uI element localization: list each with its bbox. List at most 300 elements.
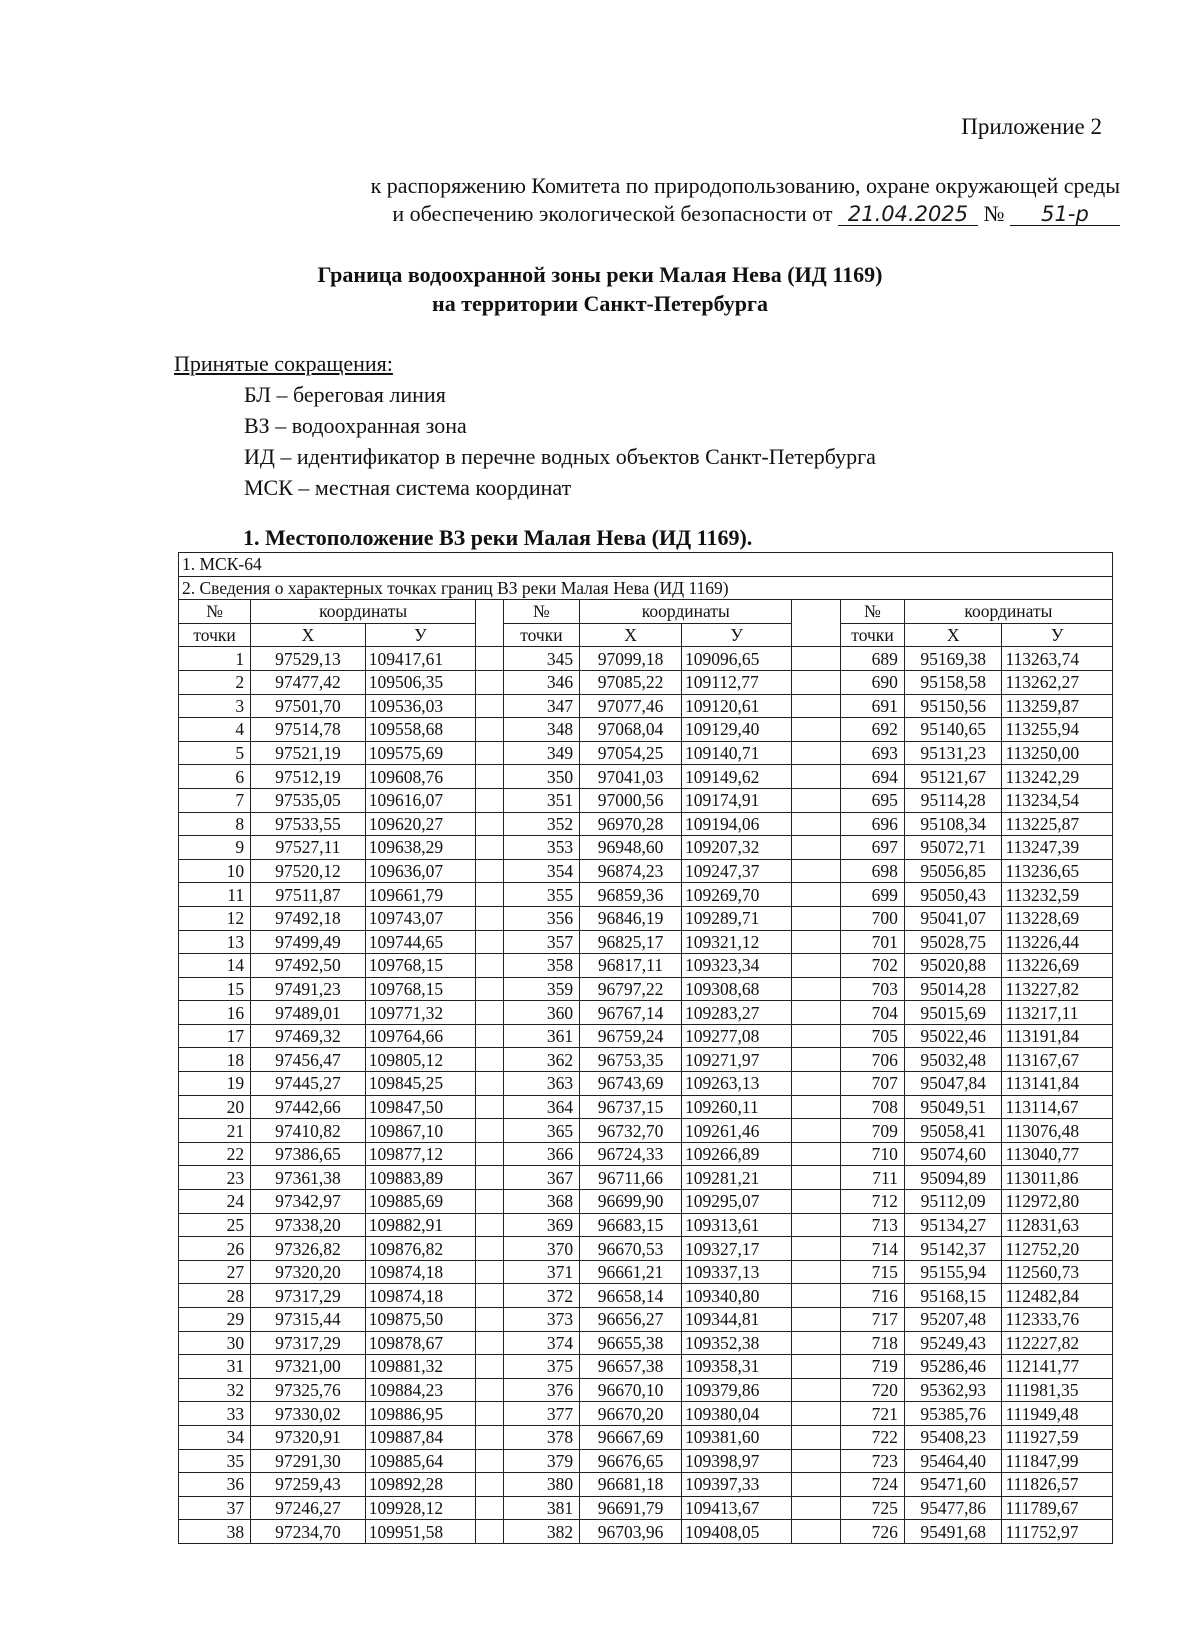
point-number-cell: 8	[179, 812, 251, 836]
y-coordinate-cell: 109380,04	[681, 1402, 791, 1426]
point-number-cell: 358	[503, 954, 579, 978]
point-number-cell: 698	[841, 859, 905, 883]
point-number-cell: 31	[179, 1355, 251, 1379]
table-row	[179, 1237, 1113, 1261]
abbreviations-block	[174, 348, 876, 503]
header-y: У	[365, 623, 475, 647]
table-row	[179, 1213, 1113, 1237]
y-coordinate-cell: 109120,61	[681, 694, 791, 718]
y-coordinate-cell: 113191,84	[1002, 1024, 1113, 1048]
column-gap	[792, 1072, 841, 1096]
order-line-1: к распоряжению Комитета по природопользованию, охране окружающей среды	[370, 173, 1120, 198]
x-coordinate-cell: 97521,19	[251, 741, 366, 765]
header-no: №	[179, 600, 251, 624]
x-coordinate-cell: 95056,85	[904, 859, 1002, 883]
y-coordinate-cell: 109281,21	[681, 1166, 791, 1190]
y-coordinate-cell: 109877,12	[365, 1142, 475, 1166]
point-number-cell: 371	[503, 1260, 579, 1284]
y-coordinate-cell: 111826,57	[1002, 1473, 1113, 1497]
point-number-cell: 714	[841, 1237, 905, 1261]
header-coords: координаты	[904, 600, 1112, 624]
column-gap	[792, 1378, 841, 1402]
point-number-cell: 34	[179, 1425, 251, 1449]
table-row	[179, 1496, 1113, 1520]
x-coordinate-cell: 95047,84	[904, 1072, 1002, 1096]
point-number-cell: 369	[503, 1213, 579, 1237]
y-coordinate-cell: 109323,34	[681, 954, 791, 978]
x-coordinate-cell: 96658,14	[580, 1284, 682, 1308]
x-coordinate-cell: 96846,19	[580, 906, 682, 930]
point-number-cell: 382	[503, 1520, 579, 1544]
column-gap	[476, 1095, 504, 1119]
point-number-cell: 352	[503, 812, 579, 836]
column-gap	[792, 906, 841, 930]
header-point: точки	[841, 623, 905, 647]
x-coordinate-cell: 96676,65	[580, 1449, 682, 1473]
y-coordinate-cell: 109764,66	[365, 1024, 475, 1048]
point-number-cell: 349	[503, 741, 579, 765]
x-coordinate-cell: 97326,82	[251, 1237, 366, 1261]
x-coordinate-cell: 97445,27	[251, 1072, 366, 1096]
x-coordinate-cell: 95094,89	[904, 1166, 1002, 1190]
column-gap	[476, 718, 504, 742]
y-coordinate-cell: 113011,86	[1002, 1166, 1113, 1190]
point-number-cell: 16	[179, 1001, 251, 1025]
y-coordinate-cell: 109381,60	[681, 1425, 791, 1449]
point-number-cell: 357	[503, 930, 579, 954]
coordinates-table-body	[179, 647, 1113, 1544]
y-coordinate-cell: 109112,77	[681, 670, 791, 694]
y-coordinate-cell: 109277,08	[681, 1024, 791, 1048]
table-row	[179, 1402, 1113, 1426]
point-number-cell: 18	[179, 1048, 251, 1072]
x-coordinate-cell: 96670,53	[580, 1237, 682, 1261]
x-coordinate-cell: 97469,32	[251, 1024, 366, 1048]
y-coordinate-cell: 109620,27	[365, 812, 475, 836]
point-number-cell: 363	[503, 1072, 579, 1096]
point-number-cell: 9	[179, 836, 251, 860]
y-coordinate-cell: 109269,70	[681, 883, 791, 907]
point-number-cell: 26	[179, 1237, 251, 1261]
x-coordinate-cell: 97492,18	[251, 906, 366, 930]
point-number-cell: 5	[179, 741, 251, 765]
column-gap	[792, 1473, 841, 1497]
y-coordinate-cell: 109506,35	[365, 670, 475, 694]
point-number-cell: 690	[841, 670, 905, 694]
x-coordinate-cell: 97511,87	[251, 883, 366, 907]
y-coordinate-cell: 109266,89	[681, 1142, 791, 1166]
x-coordinate-cell: 95114,28	[904, 788, 1002, 812]
point-number-cell: 376	[503, 1378, 579, 1402]
y-coordinate-cell: 111847,99	[1002, 1449, 1113, 1473]
point-number-cell: 15	[179, 977, 251, 1001]
y-coordinate-cell: 109881,32	[365, 1355, 475, 1379]
column-gap	[792, 600, 841, 647]
point-number-cell: 709	[841, 1119, 905, 1143]
table-row	[179, 1520, 1113, 1544]
x-coordinate-cell: 95020,88	[904, 954, 1002, 978]
x-coordinate-cell: 96667,69	[580, 1425, 682, 1449]
x-coordinate-cell: 95032,48	[904, 1048, 1002, 1072]
x-coordinate-cell: 95155,94	[904, 1260, 1002, 1284]
column-gap	[476, 1378, 504, 1402]
point-number-cell: 718	[841, 1331, 905, 1355]
point-number-cell: 347	[503, 694, 579, 718]
point-number-cell: 708	[841, 1095, 905, 1119]
table-row	[179, 1331, 1113, 1355]
y-coordinate-cell: 113227,82	[1002, 977, 1113, 1001]
table-row-crs	[179, 553, 1113, 577]
x-coordinate-cell: 96817,11	[580, 954, 682, 978]
y-coordinate-cell: 109413,67	[681, 1496, 791, 1520]
point-number-cell: 716	[841, 1284, 905, 1308]
column-gap	[792, 1237, 841, 1261]
table-header-row-2	[179, 623, 1113, 647]
point-number-cell: 373	[503, 1308, 579, 1332]
column-gap	[792, 1425, 841, 1449]
x-coordinate-cell: 97499,49	[251, 930, 366, 954]
point-number-cell: 378	[503, 1425, 579, 1449]
point-number-cell: 4	[179, 718, 251, 742]
table-row	[179, 1425, 1113, 1449]
point-number-cell: 701	[841, 930, 905, 954]
y-coordinate-cell: 109771,32	[365, 1001, 475, 1025]
column-gap	[792, 1260, 841, 1284]
x-coordinate-cell: 96724,33	[580, 1142, 682, 1166]
x-coordinate-cell: 97442,66	[251, 1095, 366, 1119]
point-number-cell: 365	[503, 1119, 579, 1143]
table-row	[179, 1355, 1113, 1379]
y-coordinate-cell: 113114,67	[1002, 1095, 1113, 1119]
column-gap	[792, 694, 841, 718]
x-coordinate-cell: 95058,41	[904, 1119, 1002, 1143]
y-coordinate-cell: 109743,07	[365, 906, 475, 930]
y-coordinate-cell: 111949,48	[1002, 1402, 1113, 1426]
x-coordinate-cell: 97041,03	[580, 765, 682, 789]
point-number-cell: 348	[503, 718, 579, 742]
abbreviation-item: ИД – идентификатор в перечне водных объектов Санкт-Петербурга	[244, 444, 876, 469]
x-coordinate-cell: 97338,20	[251, 1213, 366, 1237]
table-row-caption	[179, 576, 1113, 600]
y-coordinate-cell: 109289,71	[681, 906, 791, 930]
column-gap	[476, 812, 504, 836]
column-gap	[476, 1024, 504, 1048]
x-coordinate-cell: 96656,27	[580, 1308, 682, 1332]
header-coords: координаты	[251, 600, 476, 624]
point-number-cell: 36	[179, 1473, 251, 1497]
y-coordinate-cell: 109951,58	[365, 1520, 475, 1544]
x-coordinate-cell: 95022,46	[904, 1024, 1002, 1048]
x-coordinate-cell: 96753,35	[580, 1048, 682, 1072]
column-gap	[476, 1072, 504, 1096]
table-row	[179, 1308, 1113, 1332]
column-gap	[792, 765, 841, 789]
point-number-cell: 372	[503, 1284, 579, 1308]
column-gap	[476, 1449, 504, 1473]
column-gap	[792, 1166, 841, 1190]
y-coordinate-cell: 109194,06	[681, 812, 791, 836]
table-row	[179, 1473, 1113, 1497]
point-number-cell: 703	[841, 977, 905, 1001]
column-gap	[792, 1024, 841, 1048]
x-coordinate-cell: 97234,70	[251, 1520, 366, 1544]
column-gap	[792, 1520, 841, 1544]
table-row	[179, 954, 1113, 978]
point-number-cell: 710	[841, 1142, 905, 1166]
point-number-cell: 360	[503, 1001, 579, 1025]
point-number-cell: 726	[841, 1520, 905, 1544]
y-coordinate-cell: 109876,82	[365, 1237, 475, 1261]
column-gap	[792, 859, 841, 883]
y-coordinate-cell: 109575,69	[365, 741, 475, 765]
x-coordinate-cell: 95140,65	[904, 718, 1002, 742]
point-number-cell: 28	[179, 1284, 251, 1308]
header-x: Х	[580, 623, 682, 647]
section-title: 1. Местоположение ВЗ реки Малая Нева (ИД 1169).	[243, 525, 753, 550]
point-number-cell: 696	[841, 812, 905, 836]
header-x: Х	[904, 623, 1002, 647]
point-number-cell: 21	[179, 1119, 251, 1143]
abbreviation-item: ВЗ – водоохранная зона	[244, 413, 467, 438]
column-gap	[792, 647, 841, 671]
column-gap	[476, 930, 504, 954]
table-row	[179, 883, 1113, 907]
table-row	[179, 670, 1113, 694]
header-x: Х	[251, 623, 366, 647]
point-number-cell: 27	[179, 1260, 251, 1284]
point-number-cell: 694	[841, 765, 905, 789]
coordinate-system-cell: 1. МСК-64	[179, 553, 1113, 577]
y-coordinate-cell: 109536,03	[365, 694, 475, 718]
y-coordinate-cell: 112333,76	[1002, 1308, 1113, 1332]
y-coordinate-cell: 113247,39	[1002, 836, 1113, 860]
x-coordinate-cell: 95408,23	[904, 1425, 1002, 1449]
table-row	[179, 812, 1113, 836]
column-gap	[792, 812, 841, 836]
y-coordinate-cell: 109340,80	[681, 1284, 791, 1308]
handwritten-order-date: 21.04.2025	[838, 203, 978, 226]
point-number-cell: 375	[503, 1355, 579, 1379]
x-coordinate-cell: 97529,13	[251, 647, 366, 671]
column-gap	[476, 1001, 504, 1025]
point-number-cell: 695	[841, 788, 905, 812]
column-gap	[476, 647, 504, 671]
column-gap	[476, 694, 504, 718]
x-coordinate-cell: 95286,46	[904, 1355, 1002, 1379]
column-gap	[792, 1402, 841, 1426]
x-coordinate-cell: 95150,56	[904, 694, 1002, 718]
x-coordinate-cell: 97325,76	[251, 1378, 366, 1402]
table-caption-cell: 2. Сведения о характерных точках границ ВЗ реки Малая Нева (ИД 1169)	[179, 576, 1113, 600]
column-gap	[792, 718, 841, 742]
y-coordinate-cell: 109805,12	[365, 1048, 475, 1072]
x-coordinate-cell: 96670,10	[580, 1378, 682, 1402]
x-coordinate-cell: 95471,60	[904, 1473, 1002, 1497]
column-gap	[792, 1119, 841, 1143]
y-coordinate-cell: 109887,84	[365, 1425, 475, 1449]
y-coordinate-cell: 109283,27	[681, 1001, 791, 1025]
point-number-cell: 29	[179, 1308, 251, 1332]
point-number-cell: 11	[179, 883, 251, 907]
x-coordinate-cell: 97342,97	[251, 1190, 366, 1214]
y-coordinate-cell: 111981,35	[1002, 1378, 1113, 1402]
x-coordinate-cell: 95491,68	[904, 1520, 1002, 1544]
table-row	[179, 1048, 1113, 1072]
y-coordinate-cell: 109885,69	[365, 1190, 475, 1214]
order-line-2	[180, 200, 1120, 228]
x-coordinate-cell: 97533,55	[251, 812, 366, 836]
point-number-cell: 7	[179, 788, 251, 812]
table-row	[179, 765, 1113, 789]
y-coordinate-cell: 109661,79	[365, 883, 475, 907]
x-coordinate-cell: 95049,51	[904, 1095, 1002, 1119]
point-number-cell: 693	[841, 741, 905, 765]
column-gap	[476, 1166, 504, 1190]
y-coordinate-cell: 109263,13	[681, 1072, 791, 1096]
x-coordinate-cell: 97099,18	[580, 647, 682, 671]
column-gap	[792, 741, 841, 765]
table-row	[179, 1166, 1113, 1190]
x-coordinate-cell: 97527,11	[251, 836, 366, 860]
y-coordinate-cell: 109321,12	[681, 930, 791, 954]
table-row	[179, 1449, 1113, 1473]
point-number-cell: 17	[179, 1024, 251, 1048]
y-coordinate-cell: 109398,97	[681, 1449, 791, 1473]
x-coordinate-cell: 97259,43	[251, 1473, 366, 1497]
column-gap	[792, 883, 841, 907]
column-gap	[792, 788, 841, 812]
y-coordinate-cell: 112482,84	[1002, 1284, 1113, 1308]
point-number-cell: 25	[179, 1213, 251, 1237]
point-number-cell: 12	[179, 906, 251, 930]
table-row	[179, 977, 1113, 1001]
column-gap	[476, 1402, 504, 1426]
table-row	[179, 718, 1113, 742]
column-gap	[476, 1260, 504, 1284]
point-number-cell: 350	[503, 765, 579, 789]
point-number-cell: 24	[179, 1190, 251, 1214]
x-coordinate-cell: 96743,69	[580, 1072, 682, 1096]
y-coordinate-cell: 109928,12	[365, 1496, 475, 1520]
handwritten-order-number: 51-р	[1010, 203, 1120, 226]
y-coordinate-cell: 112141,77	[1002, 1355, 1113, 1379]
y-coordinate-cell: 109327,17	[681, 1237, 791, 1261]
point-number-cell: 22	[179, 1142, 251, 1166]
x-coordinate-cell: 95169,38	[904, 647, 1002, 671]
point-number-cell: 346	[503, 670, 579, 694]
x-coordinate-cell: 97291,30	[251, 1449, 366, 1473]
point-number-cell: 351	[503, 788, 579, 812]
column-gap	[476, 977, 504, 1001]
x-coordinate-cell: 96948,60	[580, 836, 682, 860]
point-number-cell: 377	[503, 1402, 579, 1426]
y-coordinate-cell: 109886,95	[365, 1402, 475, 1426]
x-coordinate-cell: 95014,28	[904, 977, 1002, 1001]
y-coordinate-cell: 113262,27	[1002, 670, 1113, 694]
x-coordinate-cell: 95464,40	[904, 1449, 1002, 1473]
y-coordinate-cell: 113225,87	[1002, 812, 1113, 836]
table-row	[179, 1284, 1113, 1308]
point-number-cell: 38	[179, 1520, 251, 1544]
point-number-cell: 14	[179, 954, 251, 978]
point-number-cell: 370	[503, 1237, 579, 1261]
point-number-cell: 366	[503, 1142, 579, 1166]
y-coordinate-cell: 109379,86	[681, 1378, 791, 1402]
x-coordinate-cell: 97077,46	[580, 694, 682, 718]
x-coordinate-cell: 97320,20	[251, 1260, 366, 1284]
header-coords: координаты	[580, 600, 792, 624]
table-row	[179, 694, 1113, 718]
x-coordinate-cell: 96703,96	[580, 1520, 682, 1544]
point-number-cell: 30	[179, 1331, 251, 1355]
y-coordinate-cell: 109271,97	[681, 1048, 791, 1072]
y-coordinate-cell: 112831,63	[1002, 1213, 1113, 1237]
column-gap	[476, 1284, 504, 1308]
y-coordinate-cell: 112227,82	[1002, 1331, 1113, 1355]
point-number-cell: 381	[503, 1496, 579, 1520]
y-coordinate-cell: 111789,67	[1002, 1496, 1113, 1520]
x-coordinate-cell: 97320,91	[251, 1425, 366, 1449]
x-coordinate-cell: 97068,04	[580, 718, 682, 742]
point-number-cell: 380	[503, 1473, 579, 1497]
x-coordinate-cell: 97361,38	[251, 1166, 366, 1190]
point-number-cell: 361	[503, 1024, 579, 1048]
point-number-cell: 35	[179, 1449, 251, 1473]
point-number-cell: 355	[503, 883, 579, 907]
y-coordinate-cell: 113167,67	[1002, 1048, 1113, 1072]
column-gap	[476, 1142, 504, 1166]
x-coordinate-cell: 95112,09	[904, 1190, 1002, 1214]
point-number-cell: 37	[179, 1496, 251, 1520]
appendix-label: Приложение 2	[961, 114, 1102, 139]
x-coordinate-cell: 97520,12	[251, 859, 366, 883]
x-coordinate-cell: 95142,37	[904, 1237, 1002, 1261]
point-number-cell: 724	[841, 1473, 905, 1497]
y-coordinate-cell: 112972,80	[1002, 1190, 1113, 1214]
column-gap	[476, 1119, 504, 1143]
x-coordinate-cell: 97330,02	[251, 1402, 366, 1426]
y-coordinate-cell: 111752,97	[1002, 1520, 1113, 1544]
y-coordinate-cell: 109149,62	[681, 765, 791, 789]
column-gap	[792, 670, 841, 694]
y-coordinate-cell: 109558,68	[365, 718, 475, 742]
y-coordinate-cell: 113076,48	[1002, 1119, 1113, 1143]
point-number-cell: 356	[503, 906, 579, 930]
y-coordinate-cell: 109636,07	[365, 859, 475, 883]
column-gap	[792, 1190, 841, 1214]
point-number-cell: 719	[841, 1355, 905, 1379]
point-number-cell: 702	[841, 954, 905, 978]
header-no: №	[503, 600, 579, 624]
point-number-cell: 715	[841, 1260, 905, 1284]
y-coordinate-cell: 109313,61	[681, 1213, 791, 1237]
column-gap	[476, 670, 504, 694]
column-gap	[476, 1496, 504, 1520]
table-row	[179, 1119, 1113, 1143]
x-coordinate-cell: 95477,86	[904, 1496, 1002, 1520]
y-coordinate-cell: 109867,10	[365, 1119, 475, 1143]
point-number-cell: 706	[841, 1048, 905, 1072]
point-number-cell: 717	[841, 1308, 905, 1332]
point-number-cell: 20	[179, 1095, 251, 1119]
point-number-cell: 722	[841, 1425, 905, 1449]
x-coordinate-cell: 97246,27	[251, 1496, 366, 1520]
x-coordinate-cell: 96759,24	[580, 1024, 682, 1048]
x-coordinate-cell: 95131,23	[904, 741, 1002, 765]
point-number-cell: 711	[841, 1166, 905, 1190]
abbreviation-item: МСК – местная система координат	[244, 475, 572, 500]
y-coordinate-cell: 109884,23	[365, 1378, 475, 1402]
